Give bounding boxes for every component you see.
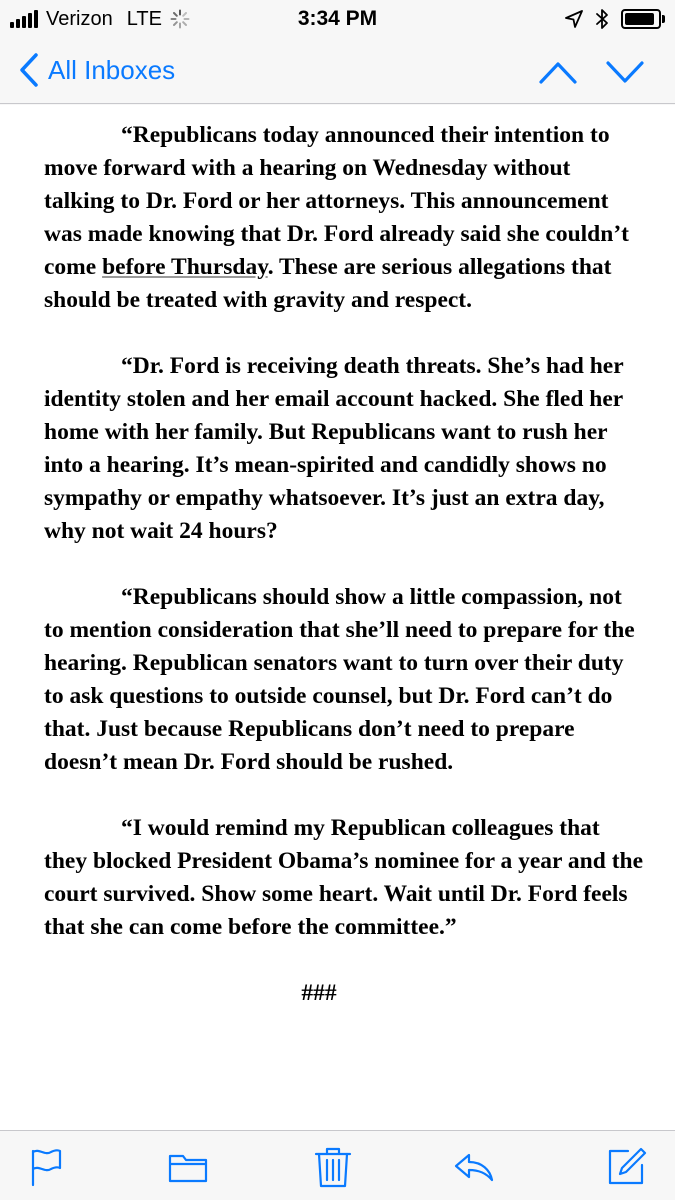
email-paragraph-4: “I would remind my Republican colleagues that they blocked President Obama’s nominee for a year and the court survived. Show some heart. Wait until Dr. Ford feels that she can come before the committee.” xyxy=(44,815,644,940)
email-paragraph-3: “Republicans should show a little compassion, not to mention consideration that she’ll need to prepare for the hearing. Republican senators want to turn over their duty to ask questions to outside counsel, but Dr. Ford can’t do that. Just because Republicans don’t need to prepare doesn’t mean Dr. Ford should be rushed. xyxy=(44,584,635,775)
email-paragraph-2: “Dr. Ford is receiving death threats. She’s had her identity stolen and her email account hacked. She fled her home with her family. But Republicans want to rush her into a hearing. It’s mean-spirited and candidly shows no sympathy or empathy whatsoever. It’s just an extra day, why not wait 24 hours? xyxy=(44,353,624,544)
email-paragraph-1: “Republicans today announced their intention to move forward with a hearing on Wednesday without talking to Dr. Ford or her attorneys. This announcement was made knowing that Dr. Ford already said she couldn’t come before Thursday. These are serious allegations that should be treated with gravity and respect. xyxy=(44,122,629,313)
nav-bar xyxy=(0,40,675,104)
previous-message-button[interactable] xyxy=(538,54,578,90)
chevron-left-icon xyxy=(18,52,40,88)
email-content[interactable] xyxy=(0,105,675,1130)
location-arrow-icon xyxy=(565,10,583,28)
next-message-button[interactable] xyxy=(605,54,645,90)
compose-icon[interactable] xyxy=(604,1145,648,1189)
flag-icon[interactable] xyxy=(24,1145,68,1189)
reply-icon[interactable] xyxy=(452,1145,496,1189)
carrier-name: Verizon xyxy=(46,7,113,30)
chevron-up-icon xyxy=(541,64,575,82)
network-type: LTE xyxy=(126,7,162,30)
trash-icon[interactable] xyxy=(311,1145,355,1189)
battery-icon xyxy=(621,9,665,29)
end-mark: ### xyxy=(301,980,337,1006)
status-bar xyxy=(0,0,675,40)
bluetooth-icon xyxy=(595,8,609,30)
bottom-toolbar xyxy=(0,1130,675,1200)
back-button-label: All Inboxes xyxy=(48,54,176,85)
underlined-text: before Thursday xyxy=(102,254,268,280)
folder-icon[interactable] xyxy=(166,1145,210,1189)
status-time: 3:34 PM xyxy=(297,7,378,30)
back-button[interactable] xyxy=(18,52,175,88)
email-body xyxy=(44,119,644,1010)
chevron-down-icon xyxy=(608,63,642,81)
status-right xyxy=(565,8,665,30)
